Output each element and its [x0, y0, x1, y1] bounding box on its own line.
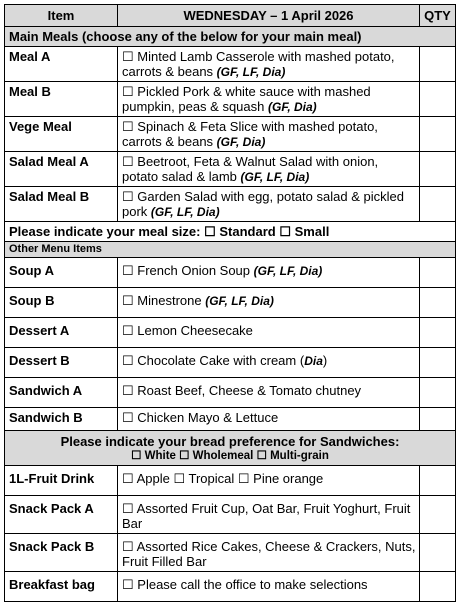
qty-cell[interactable]	[420, 288, 456, 318]
menu-row-soup-b	[5, 288, 456, 318]
item-label: Salad Meal B	[5, 187, 118, 222]
checkbox-icon[interactable]: ☐	[256, 450, 267, 462]
menu-table	[4, 4, 456, 602]
item-label: Dessert B	[5, 348, 118, 378]
checkbox-icon[interactable]: ☐	[122, 84, 134, 99]
checkbox-icon[interactable]: ☐	[122, 189, 134, 204]
item-description: Roast Beef, Cheese & Tomato chutney	[137, 383, 362, 398]
bread-option-wholemeal: Wholemeal	[192, 450, 254, 462]
qty-cell[interactable]	[420, 466, 456, 496]
menu-row-salad-meal-a	[5, 152, 456, 187]
item-description: Please call the office to make selections	[137, 577, 368, 592]
item-description: Pickled Pork & white sauce with mashed pumpkin, peas & squash	[122, 84, 371, 114]
menu-row-snack-pack-a	[5, 496, 456, 534]
item-option[interactable]	[118, 187, 420, 222]
checkbox-icon[interactable]: ☐	[122, 577, 134, 592]
checkbox-icon[interactable]: ☐	[237, 471, 250, 486]
item-option[interactable]	[118, 378, 420, 408]
checkbox-icon[interactable]: ☐	[179, 450, 190, 462]
item-label: Sandwich A	[5, 378, 118, 408]
item-description: Assorted Fruit Cup, Oat Bar, Fruit Yoghurt, Fruit Bar	[122, 501, 411, 531]
diet-tag-close: )	[322, 353, 328, 368]
menu-row-meal-a	[5, 47, 456, 82]
item-label: Sandwich B	[5, 408, 118, 431]
item-description: Spinach & Feta Slice with mashed potato, carrots & beans	[122, 119, 378, 149]
qty-cell[interactable]	[420, 572, 456, 602]
bread-option-white: White	[144, 450, 176, 462]
checkbox-icon[interactable]: ☐	[122, 323, 134, 338]
qty-cell[interactable]	[420, 82, 456, 117]
item-label: Salad Meal A	[5, 152, 118, 187]
item-description: Lemon Cheesecake	[137, 323, 253, 338]
item-description: French Onion Soup	[137, 263, 251, 278]
diet-tag: (GF, LF, Dia)	[205, 294, 274, 308]
item-label: Snack Pack A	[5, 496, 118, 534]
meal-size-prompt	[5, 222, 456, 242]
checkbox-icon[interactable]: ☐	[122, 539, 134, 554]
item-option	[118, 466, 420, 496]
qty-cell[interactable]	[420, 534, 456, 572]
menu-row-meal-b	[5, 82, 456, 117]
menu-row-sandwich-a	[5, 378, 456, 408]
qty-cell[interactable]	[420, 47, 456, 82]
checkbox-icon[interactable]: ☐	[122, 353, 134, 368]
menu-row-dessert-a	[5, 318, 456, 348]
main-meals-heading: Main Meals (choose any of the below for your main meal)	[5, 27, 456, 47]
header-row	[5, 5, 456, 27]
item-option[interactable]	[118, 318, 420, 348]
size-option-standard: Standard	[219, 224, 276, 239]
item-option[interactable]	[118, 534, 420, 572]
checkbox-icon[interactable]: ☐	[173, 471, 186, 486]
menu-row-dessert-b	[5, 348, 456, 378]
checkbox-icon[interactable]: ☐	[122, 383, 134, 398]
diet-tag: (GF, LF, Dia)	[150, 205, 220, 219]
drink-option-tropical: Tropical	[188, 471, 235, 486]
menu-row-snack-pack-b	[5, 534, 456, 572]
item-description: Beetroot, Feta & Walnut Salad with onion, potato salad & lamb	[122, 154, 379, 184]
diet-tag: (GF, LF, Dia)	[216, 65, 286, 79]
item-label: Dessert A	[5, 318, 118, 348]
qty-cell[interactable]	[420, 318, 456, 348]
qty-cell[interactable]	[420, 496, 456, 534]
item-label: Soup A	[5, 258, 118, 288]
item-option[interactable]	[118, 82, 420, 117]
checkbox-icon[interactable]: ☐	[122, 263, 134, 278]
drink-option-pine-orange: Pine orange	[253, 471, 324, 486]
item-column-header: Item	[5, 5, 118, 27]
diet-tag: (GF, Dia)	[268, 100, 317, 114]
item-label: Vege Meal	[5, 117, 118, 152]
item-label: Meal A	[5, 47, 118, 82]
item-description: Chicken Mayo & Lettuce	[137, 410, 279, 425]
diet-tag: (GF, Dia)	[216, 135, 266, 149]
menu-row-fruit-drink	[5, 466, 456, 496]
menu-row-vege-meal	[5, 117, 456, 152]
qty-cell[interactable]	[420, 408, 456, 431]
qty-cell[interactable]	[420, 378, 456, 408]
bread-preference-row	[5, 431, 456, 466]
item-description: Assorted Rice Cakes, Cheese & Crackers, Nuts, Fruit Filled Bar	[122, 539, 416, 569]
bread-options	[9, 449, 451, 464]
checkbox-icon[interactable]: ☐	[122, 49, 134, 64]
diet-tag: Dia	[304, 354, 323, 368]
menu-row-sandwich-b	[5, 408, 456, 431]
item-label: Meal B	[5, 82, 118, 117]
item-option[interactable]	[118, 348, 420, 378]
menu-order-form	[4, 4, 456, 602]
item-option[interactable]	[118, 288, 420, 318]
item-option[interactable]	[118, 572, 420, 602]
item-description: Minted Lamb Casserole with mashed potato, carrots & beans	[122, 49, 395, 79]
checkbox-icon[interactable]: ☐	[122, 471, 134, 486]
checkbox-icon[interactable]: ☐	[279, 224, 292, 239]
qty-cell[interactable]	[420, 348, 456, 378]
other-menu-heading: Other Menu Items	[5, 242, 456, 258]
item-option[interactable]	[118, 496, 420, 534]
item-description: Chocolate Cake with cream (	[137, 353, 305, 368]
checkbox-icon[interactable]: ☐	[131, 450, 142, 462]
size-option-small: Small	[294, 224, 330, 239]
diet-tag: (GF, LF, Dia)	[253, 264, 323, 278]
item-description: Minestrone	[137, 293, 202, 308]
qty-cell[interactable]	[420, 258, 456, 288]
bread-preference-prompt: Please indicate your bread preference for Sandwiches:	[60, 434, 400, 449]
item-option[interactable]	[118, 258, 420, 288]
item-option[interactable]	[118, 117, 420, 152]
checkbox-icon[interactable]: ☐	[122, 410, 134, 425]
qty-column-header: QTY	[420, 5, 456, 27]
qty-cell[interactable]	[420, 187, 456, 222]
item-label: Breakfast bag	[5, 572, 118, 602]
menu-row-soup-a	[5, 258, 456, 288]
item-label: Snack Pack B	[5, 534, 118, 572]
bread-option-multigrain: Multi-grain	[270, 450, 329, 462]
checkbox-icon[interactable]: ☐	[122, 154, 134, 169]
item-option[interactable]	[118, 47, 420, 82]
item-option[interactable]	[118, 152, 420, 187]
checkbox-icon[interactable]: ☐	[122, 293, 134, 308]
item-label: 1L-Fruit Drink	[5, 466, 118, 496]
meal-size-label: Please indicate your meal size:	[9, 224, 201, 239]
drink-option-apple: Apple	[136, 471, 170, 486]
checkbox-icon[interactable]: ☐	[122, 501, 134, 516]
qty-cell[interactable]	[420, 152, 456, 187]
menu-row-breakfast-bag	[5, 572, 456, 602]
item-label: Soup B	[5, 288, 118, 318]
item-description: Garden Salad with egg, potato salad & pickled pork	[122, 189, 404, 219]
item-option[interactable]	[118, 408, 420, 431]
day-column-header: WEDNESDAY – 1 April 2026	[118, 5, 420, 27]
diet-tag: (GF, LF, Dia)	[240, 170, 310, 184]
checkbox-icon[interactable]: ☐	[122, 119, 134, 134]
menu-row-salad-meal-b	[5, 187, 456, 222]
checkbox-icon[interactable]: ☐	[204, 224, 216, 239]
bread-preference-section	[5, 431, 456, 466]
meal-size-row	[5, 222, 456, 242]
qty-cell[interactable]	[420, 117, 456, 152]
